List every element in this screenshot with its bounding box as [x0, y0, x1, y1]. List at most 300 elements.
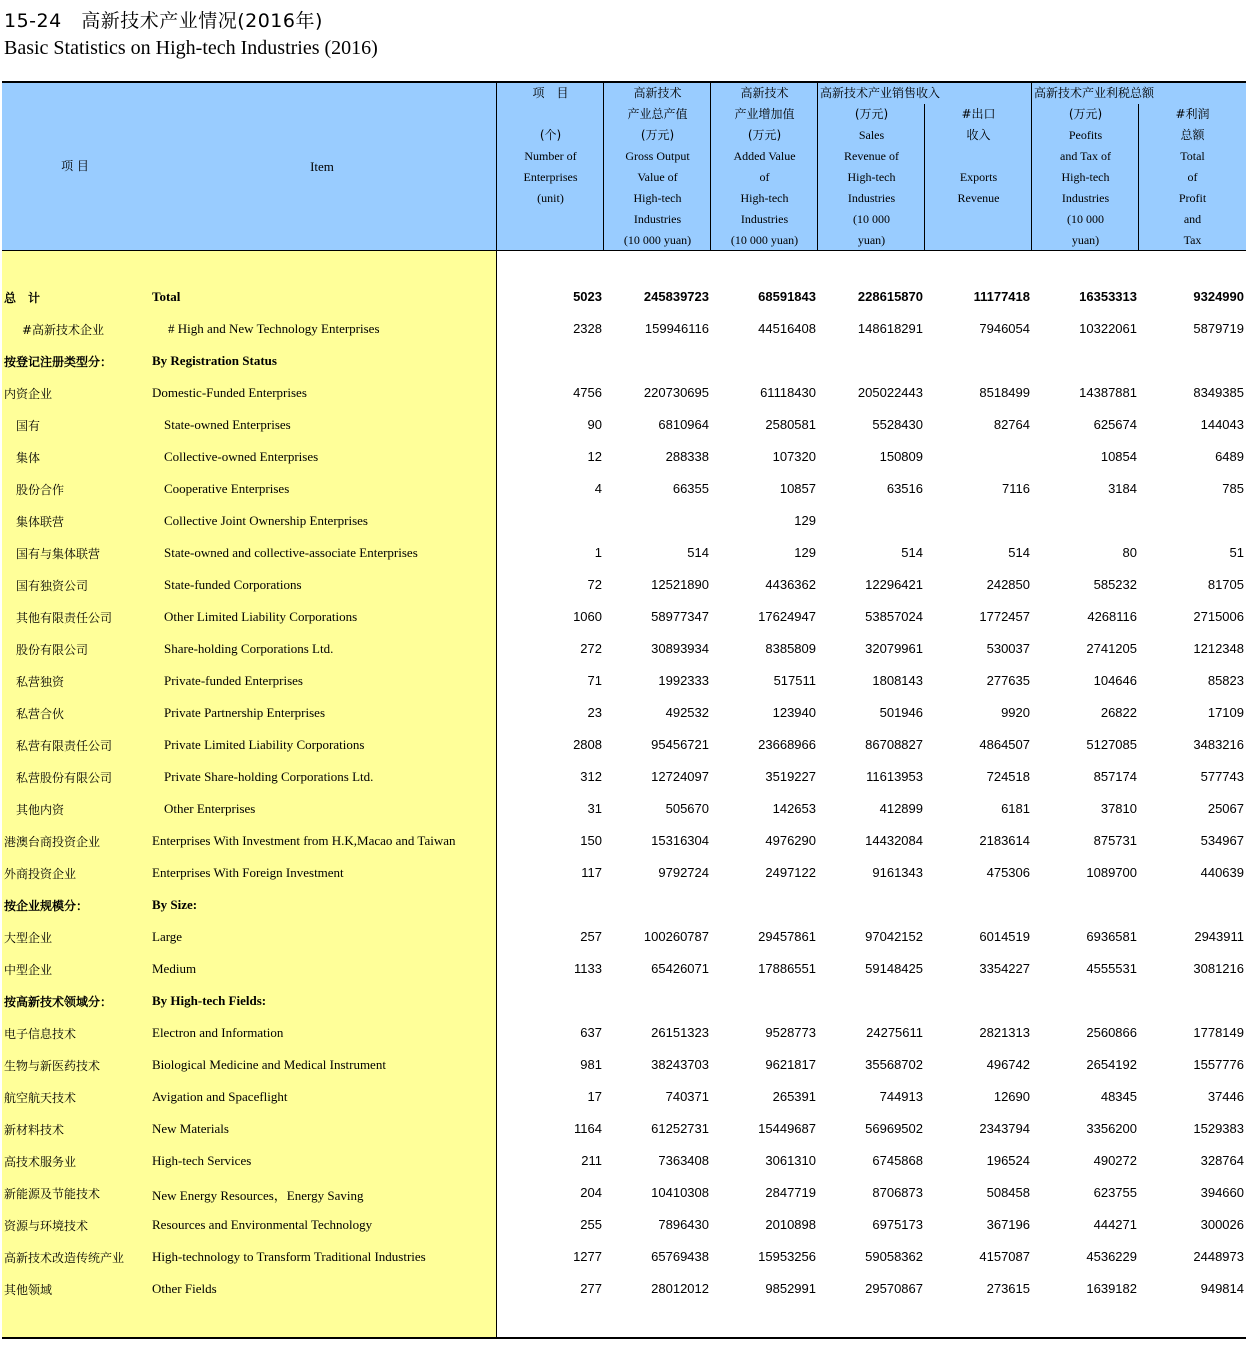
- table-cell: 15449687: [758, 1121, 816, 1136]
- table-cell: 514: [1008, 545, 1030, 560]
- divider: [817, 83, 818, 250]
- header-group-profit: 高新技术产业利税总额: [1034, 86, 1155, 100]
- table-row: [2, 986, 1246, 1018]
- table-cell: 501946: [879, 705, 923, 720]
- table-cell: 288338: [665, 449, 709, 464]
- table-row: [2, 1082, 1246, 1114]
- table-cell: 12521890: [651, 577, 709, 592]
- table-cell: 245839723: [643, 289, 709, 304]
- row-label-en: Other Limited Liability Corporations: [164, 609, 358, 624]
- header-line: Total: [1180, 149, 1205, 163]
- header-line: and Tax of: [1060, 149, 1111, 163]
- row-label-en: Avigation and Spaceflight: [152, 1089, 288, 1104]
- table-row: [2, 794, 1246, 826]
- table-cell: 2580581: [765, 417, 816, 432]
- table-cell: 1164: [574, 1121, 602, 1136]
- table-cell: 2448973: [1193, 1249, 1244, 1264]
- table-cell: 12724097: [651, 769, 709, 784]
- table-cell: 1060: [573, 609, 602, 624]
- table-cell: 242850: [986, 577, 1030, 592]
- table-cell: 11177418: [973, 289, 1030, 304]
- table-cell: 12690: [993, 1089, 1030, 1104]
- table-cell: 9324990: [1193, 289, 1244, 304]
- row-label-cn: 按高新技术领域分：: [4, 995, 113, 1009]
- row-label-en: By Registration Status: [152, 353, 277, 368]
- table-cell: 265391: [772, 1089, 816, 1104]
- header-line: Industries: [1061, 191, 1110, 205]
- divider: [496, 83, 497, 250]
- row-label-cn: 私营有限责任公司: [16, 739, 113, 753]
- table-row: [2, 282, 1246, 314]
- table-cell: 48345: [1100, 1089, 1137, 1104]
- table-cell: 17: [587, 1089, 602, 1104]
- table-cell: 17109: [1207, 705, 1244, 720]
- table-cell: 38243703: [651, 1057, 709, 1072]
- table-cell: 10857: [779, 481, 816, 496]
- row-label-cn: 大型企业: [4, 931, 53, 945]
- header-line: (万元): [1068, 107, 1103, 121]
- table-cell: 534967: [1200, 833, 1244, 848]
- row-label-cn: 国有: [16, 419, 41, 433]
- table-cell: 1778149: [1193, 1025, 1244, 1040]
- table-cell: 59058362: [865, 1249, 923, 1264]
- table-cell: 25067: [1207, 801, 1244, 816]
- header-col-total-profit: [1139, 104, 1246, 250]
- table-row: [2, 1274, 1246, 1306]
- table-cell: 255: [580, 1217, 602, 1232]
- header-line: Profit: [1178, 191, 1207, 205]
- header-line: #出口: [961, 107, 996, 121]
- row-label-en: Enterprises With Investment from H.K,Macao and Taiwan: [152, 833, 456, 848]
- table-cell: 8518499: [979, 385, 1030, 400]
- table-cell: 61252731: [651, 1121, 709, 1136]
- row-label-cn: 高技术服务业: [4, 1155, 77, 1169]
- table-cell: 9161343: [872, 865, 923, 880]
- table-cell: 2497122: [765, 865, 816, 880]
- header-line: High-tech: [740, 191, 789, 205]
- table-row: [2, 1178, 1246, 1210]
- table-cell: 129: [794, 545, 816, 560]
- table-cell: 744913: [879, 1089, 923, 1104]
- table-cell: 1133: [574, 961, 602, 976]
- bottom-rule: [2, 1337, 1246, 1339]
- table-cell: 95456721: [651, 737, 709, 752]
- table-cell: 1808143: [872, 673, 923, 688]
- table-cell: 440639: [1200, 865, 1244, 880]
- table-cell: 10854: [1100, 449, 1137, 464]
- table-cell: 26822: [1100, 705, 1137, 720]
- header-line: (10 000: [1067, 212, 1104, 226]
- divider: [924, 104, 925, 250]
- table-cell: 8385809: [765, 641, 816, 656]
- table-cell: 9920: [1001, 705, 1030, 720]
- header-col-added-value: [711, 83, 818, 250]
- row-label-cn: 其他有限责任公司: [16, 611, 113, 625]
- table-row: [2, 346, 1246, 378]
- table-cell: 10410308: [651, 1185, 709, 1200]
- table-cell: 5127085: [1086, 737, 1137, 752]
- table-cell: 24275611: [866, 1025, 923, 1040]
- header-line: of: [759, 170, 770, 184]
- header-group-sales: 高新技术产业销售收入: [820, 86, 941, 100]
- header-col-enterprises: [497, 83, 604, 250]
- table-cell: 129: [794, 513, 816, 528]
- row-label-en: Domestic-Funded Enterprises: [152, 385, 307, 400]
- row-label-en: Other Fields: [152, 1281, 217, 1296]
- table-cell: 273615: [986, 1281, 1030, 1296]
- table-cell: 1992333: [658, 673, 709, 688]
- table-cell: 85823: [1207, 673, 1244, 688]
- header-line: [497, 104, 604, 125]
- table-row: [2, 602, 1246, 634]
- row-label-en: Share-holding Corporations Ltd.: [164, 641, 334, 656]
- table-row: [2, 698, 1246, 730]
- row-label-cn: 总 计: [4, 291, 41, 305]
- table-cell: 65769438: [651, 1249, 709, 1264]
- row-label-cn: 新能源及节能技术: [4, 1187, 101, 1201]
- table-row: [2, 634, 1246, 666]
- table-cell: 5528430: [872, 417, 923, 432]
- row-label-cn: 私营独资: [16, 675, 65, 689]
- row-label-en: Medium: [152, 961, 197, 976]
- row-label-en: By Size:: [152, 897, 198, 912]
- header-line: (10 000: [853, 212, 890, 226]
- header-line: Industries: [633, 212, 682, 226]
- table-cell: 144043: [1200, 417, 1244, 432]
- table-cell: 32079961: [865, 641, 923, 656]
- row-label-en: Private Share-holding Corporations Ltd.: [164, 769, 374, 784]
- table-cell: 1212348: [1193, 641, 1244, 656]
- header-line: 收入: [966, 128, 991, 142]
- table-row: [2, 474, 1246, 506]
- table-cell: 26151323: [651, 1025, 709, 1040]
- table-cell: 80: [1122, 545, 1137, 560]
- table-cell: 6936581: [1086, 929, 1137, 944]
- row-label-cn: 国有独资公司: [16, 579, 89, 593]
- table-cell: 412899: [879, 801, 923, 816]
- table-cell: 981: [580, 1057, 602, 1072]
- table-cell: 159946116: [644, 321, 709, 336]
- table-cell: 58977347: [651, 609, 709, 624]
- row-label-cn: 其他内资: [16, 803, 65, 817]
- table-cell: 4268116: [1087, 609, 1137, 624]
- table-cell: 2943911: [1194, 929, 1244, 944]
- table-cell: 6810964: [658, 417, 709, 432]
- table-cell: 9528773: [765, 1025, 816, 1040]
- divider: [1138, 104, 1139, 250]
- row-label-cn: 新材料技术: [4, 1123, 65, 1137]
- header-line: Industries: [847, 191, 896, 205]
- table-cell: 9621817: [765, 1057, 816, 1072]
- row-label-cn: 高新技术改造传统产业: [4, 1251, 125, 1265]
- table-cell: 785: [1222, 481, 1244, 496]
- table-cell: 4756: [573, 385, 602, 400]
- table-cell: 10322061: [1079, 321, 1137, 336]
- table-row: [2, 410, 1246, 442]
- table-cell: 300026: [1200, 1217, 1244, 1232]
- header-line: and: [1183, 212, 1202, 226]
- table-cell: 517511: [773, 673, 816, 688]
- table-cell: 490272: [1093, 1153, 1137, 1168]
- table-cell: 196524: [986, 1153, 1030, 1168]
- header-col-profit-tax: [1032, 104, 1139, 250]
- table-row: [2, 1210, 1246, 1242]
- row-label-en: Large: [152, 929, 183, 944]
- table-cell: 625674: [1093, 417, 1137, 432]
- divider: [710, 83, 711, 250]
- row-label-en: Cooperative Enterprises: [164, 481, 290, 496]
- table-cell: 585232: [1093, 577, 1137, 592]
- header-line: Number of: [524, 149, 577, 163]
- row-label-cn: 私营合伙: [16, 707, 65, 721]
- row-label-en: State-funded Corporations: [164, 577, 302, 592]
- table-cell: 7896430: [658, 1217, 709, 1232]
- row-label-cn: #高新技术企业: [22, 323, 105, 337]
- table-cell: 228615870: [857, 289, 923, 304]
- table-cell: 5023: [573, 289, 602, 304]
- row-label-cn: 股份有限公司: [16, 643, 89, 657]
- table-cell: 7946054: [979, 321, 1030, 336]
- table-cell: 2010898: [765, 1217, 816, 1232]
- table-cell: 205022443: [857, 385, 923, 400]
- table-cell: 4864507: [979, 737, 1030, 752]
- header-col-sales-revenue: [818, 104, 925, 250]
- table-cell: 107320: [772, 449, 816, 464]
- table-cell: 51: [1229, 545, 1244, 560]
- table-cell: 637: [580, 1025, 602, 1040]
- table-cell: 29457861: [758, 929, 816, 944]
- table-cell: 3483216: [1193, 737, 1244, 752]
- row-label-cn: 资源与环境技术: [4, 1219, 89, 1233]
- table-cell: 14432084: [865, 833, 923, 848]
- table-cell: 3061310: [765, 1153, 816, 1168]
- table-row: [2, 1146, 1246, 1178]
- row-label-cn: 电子信息技术: [4, 1027, 77, 1041]
- table-cell: 97042152: [865, 929, 923, 944]
- table-cell: 9852991: [765, 1281, 816, 1296]
- table-cell: 37810: [1100, 801, 1137, 816]
- table-cell: 875731: [1093, 833, 1137, 848]
- header-line: 高新技术: [740, 86, 789, 100]
- header-line: yuan): [857, 233, 886, 247]
- table-cell: 17624947: [758, 609, 816, 624]
- table-cell: 367196: [986, 1217, 1030, 1232]
- table-cell: 90: [587, 417, 602, 432]
- header-line: of: [1187, 170, 1198, 184]
- header-line: 总额: [1180, 128, 1205, 142]
- table-cell: 530037: [986, 641, 1030, 656]
- table-cell: 44516408: [758, 321, 816, 336]
- table-cell: 12296421: [865, 577, 923, 592]
- table-cell: 1557776: [1193, 1057, 1244, 1072]
- table-cell: 59148425: [865, 961, 923, 976]
- table-cell: 81705: [1207, 577, 1244, 592]
- table-cell: 220730695: [643, 385, 709, 400]
- header-line: (unit): [537, 191, 564, 205]
- table-row: [2, 858, 1246, 890]
- table-cell: 2560866: [1086, 1025, 1137, 1040]
- table-cell: 3354227: [979, 961, 1030, 976]
- table-row: [2, 826, 1246, 858]
- table-cell: 857174: [1093, 769, 1137, 784]
- table-cell: 2847719: [765, 1185, 816, 1200]
- table-cell: 29570867: [865, 1281, 923, 1296]
- row-label-en: High-tech Services: [152, 1153, 252, 1168]
- header-line: Revenue: [957, 191, 1000, 205]
- header-line: [925, 146, 1032, 167]
- row-label-en: Private Limited Liability Corporations: [164, 737, 365, 752]
- header-line: Gross Output: [625, 149, 690, 163]
- header-line: 产业增加值: [734, 107, 795, 121]
- table-cell: 211: [581, 1153, 602, 1168]
- table-cell: 2741205: [1086, 641, 1137, 656]
- table-row: [2, 890, 1246, 922]
- table-cell: 1277: [573, 1249, 602, 1264]
- row-label-en: Private Partnership Enterprises: [164, 705, 326, 720]
- header-line: Exports: [959, 170, 998, 184]
- table-cell: 949814: [1200, 1281, 1244, 1296]
- header-line: High-tech: [847, 170, 896, 184]
- table-cell: 28012012: [651, 1281, 709, 1296]
- table-cell: 1772457: [979, 609, 1030, 624]
- divider: [603, 83, 604, 250]
- table-cell: 86708827: [865, 737, 923, 752]
- table-row: [2, 922, 1246, 954]
- table-cell: 496742: [986, 1057, 1030, 1072]
- table-cell: 2183614: [979, 833, 1030, 848]
- header-line: Tax: [1183, 233, 1202, 247]
- table-cell: 56969502: [865, 1121, 923, 1136]
- table-header: [2, 83, 1246, 251]
- row-label-en: Resources and Environmental Technology: [152, 1217, 373, 1232]
- table-cell: 31: [587, 801, 602, 816]
- table-cell: 508458: [986, 1185, 1030, 1200]
- row-label-cn: 股份合作: [16, 483, 65, 497]
- table-cell: 204: [580, 1185, 602, 1200]
- header-line: 高新技术: [633, 86, 682, 100]
- table-cell: 23: [587, 705, 602, 720]
- table-cell: 123940: [772, 705, 816, 720]
- table-cell: 30893934: [651, 641, 709, 656]
- row-label-cn: 生物与新医药技术: [4, 1059, 101, 1073]
- table-cell: 7116: [1002, 481, 1030, 496]
- table-row: [2, 1114, 1246, 1146]
- table-cell: 35568702: [865, 1057, 923, 1072]
- header-line: (10 000 yuan): [730, 233, 799, 247]
- table-cell: 6181: [1001, 801, 1030, 816]
- table-cell: 117: [581, 865, 602, 880]
- row-label-en: New Materials: [152, 1121, 229, 1136]
- header-item-en: Item: [310, 159, 334, 174]
- table-row: [2, 666, 1246, 698]
- row-label-cn: 私营股份有限公司: [16, 771, 113, 785]
- row-label-cn: 国有与集体联营: [16, 547, 101, 561]
- header-line: 产业总产值: [627, 107, 688, 121]
- row-label-en: Electron and Information: [152, 1025, 284, 1040]
- table-row: [2, 314, 1246, 346]
- table-cell: 68591843: [758, 289, 816, 304]
- table-cell: 6975173: [872, 1217, 923, 1232]
- table-row: [2, 762, 1246, 794]
- table-cell: 104646: [1093, 673, 1137, 688]
- header-line: Industries: [740, 212, 789, 226]
- row-label-en: Biological Medicine and Medical Instrument: [152, 1057, 386, 1072]
- table-cell: 65426071: [651, 961, 709, 976]
- table-cell: 16353313: [1079, 289, 1137, 304]
- table-cell: 14387881: [1079, 385, 1137, 400]
- table-cell: 53857024: [865, 609, 923, 624]
- row-label-en: State-owned and collective-associate Enterprises: [164, 545, 418, 560]
- table-row: [2, 442, 1246, 474]
- table-cell: 100260787: [643, 929, 709, 944]
- table-cell: 82764: [993, 417, 1030, 432]
- header-line: Value of: [637, 170, 678, 184]
- table-cell: 740371: [665, 1089, 709, 1104]
- row-label-cn: 集体联营: [16, 515, 65, 529]
- table-cell: 1639182: [1086, 1281, 1137, 1296]
- table-row: [2, 506, 1246, 538]
- row-label-cn: 集体: [16, 451, 41, 465]
- row-label-en: High-technology to Transform Traditional Industries: [152, 1249, 426, 1264]
- table-cell: 514: [901, 545, 923, 560]
- table-cell: 724518: [986, 769, 1030, 784]
- table-cell: 9792724: [658, 865, 709, 880]
- table-cell: 142653: [772, 801, 816, 816]
- row-label-cn: 内资企业: [4, 387, 53, 401]
- table-cell: 150: [580, 833, 602, 848]
- header-line: (个): [539, 128, 562, 142]
- row-label-cn: 航空航天技术: [4, 1091, 77, 1105]
- table-cell: 8349385: [1193, 385, 1244, 400]
- table-cell: 2821313: [979, 1025, 1030, 1040]
- row-label-cn: 中型企业: [4, 963, 53, 977]
- table-cell: 63516: [886, 481, 923, 496]
- row-label-en: New Energy Resources，Energy Saving: [152, 1188, 364, 1203]
- table-cell: 150809: [879, 449, 923, 464]
- header-line: High-tech: [633, 191, 682, 205]
- row-label-en: Collective-owned Enterprises: [164, 449, 319, 464]
- table-cell: 1: [594, 545, 602, 560]
- table-cell: 23668966: [758, 737, 816, 752]
- table-row: [2, 378, 1246, 410]
- table-row: [2, 1050, 1246, 1082]
- table-title-en: Basic Statistics on High-tech Industries (2016): [4, 37, 378, 59]
- header-line: (10 000 yuan): [623, 233, 692, 247]
- header-line: Sales: [858, 128, 885, 142]
- header-line: Enterprises: [523, 170, 578, 184]
- table-cell: 8706873: [872, 1185, 923, 1200]
- table-row: [2, 1242, 1246, 1274]
- table-row: [2, 730, 1246, 762]
- row-label-en: State-owned Enterprises: [164, 417, 291, 432]
- table-cell: 577743: [1200, 769, 1244, 784]
- table-cell: 2715006: [1193, 609, 1244, 624]
- row-label-en: Collective Joint Ownership Enterprises: [164, 513, 368, 528]
- table-cell: 492532: [665, 705, 709, 720]
- table-cell: 17886551: [758, 961, 816, 976]
- header-line: (万元): [640, 128, 675, 142]
- row-label-cn: 按登记注册类型分：: [4, 355, 113, 369]
- header-col-exports: [925, 104, 1032, 250]
- table-cell: 2328: [573, 321, 602, 336]
- row-label-cn: 其他领域: [4, 1283, 53, 1297]
- table-cell: 15316304: [651, 833, 709, 848]
- table-cell: 623755: [1093, 1185, 1137, 1200]
- table-cell: 2343794: [979, 1121, 1030, 1136]
- table-cell: 6489: [1215, 449, 1244, 464]
- row-label-cn: 港澳台商投资企业: [4, 835, 101, 849]
- table-cell: 2808: [573, 737, 602, 752]
